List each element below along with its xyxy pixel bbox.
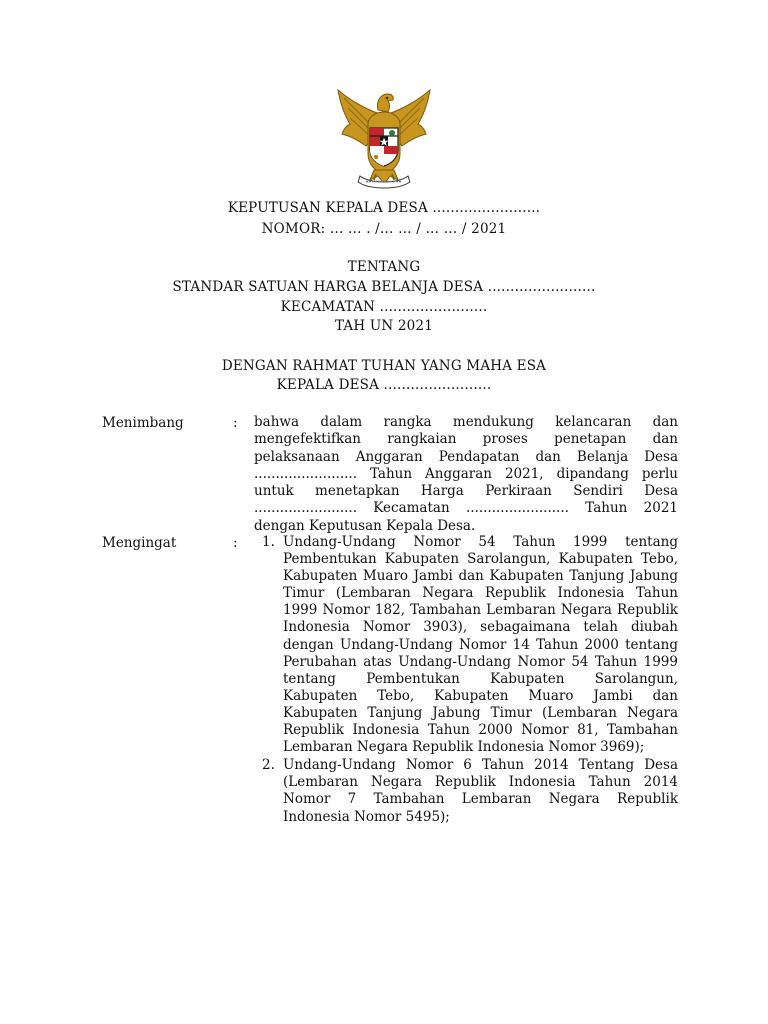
list-item <box>262 534 678 756</box>
menimbang-label: Menimbang <box>102 415 184 431</box>
decree-year: TAH UN 2021 <box>334 318 434 334</box>
list-item-text: Undang-Undang Nomor 6 Tahun 2014 Tentang Desa (Lembaran Negara Republik Indonesia Tahun 2014 Nomor 7 Tambahan Lembaran Negara Republik Indonesia Nomor 5495); <box>283 757 678 825</box>
decree-district: KECAMATAN ........................ <box>280 299 488 315</box>
invocation: DENGAN RAHMAT TUHAN YANG MAHA ESA <box>221 358 547 374</box>
decree-number: NOMOR: … … . /… … / … … / 2021 <box>261 221 507 237</box>
mengingat-list <box>262 534 678 826</box>
list-item-number: 1. <box>262 534 275 550</box>
decree-subject-heading: TENTANG <box>347 259 421 275</box>
issuer: KEPALA DESA ........................ <box>276 377 492 393</box>
list-item-number: 2. <box>262 757 275 774</box>
garuda-pancasila-emblem-icon <box>330 84 438 190</box>
menimbang-colon: : <box>233 415 238 431</box>
list-item-text: Undang-Undang Nomor 54 Tahun 1999 tentang Pembentukan Kabupaten Sarolangun, Kabupaten Tebo, Kabupaten Muaro Jambi dan Kabupaten Tanjung Jabung Timur (Lembaran Negara Republik Indonesia Tahun 1999 Nomor 182, Tambahan Lembaran Negara Republik Indonesia Nomor 3903), sebagaimana telah diubah dengan Undang-Undang Nomor 14 Tahun 2000 tentang Perubahan atas Undang-Undang Nomor 54 Tahun 1999 tentang Pembentukan Kabupaten Sarolangun, Kabupaten Tebo, Kabupaten Muaro Jambi dan Kabupaten Tanjung Jabung Timur (Lembaran Negara Republik Indonesia Tahun 2000 Nomor 81, Tambahan Lembaran Negara Republik Indonesia Nomor 3969); <box>283 534 678 756</box>
decree-title: KEPUTUSAN KEPALA DESA ........................ <box>227 200 541 216</box>
list-item <box>262 757 678 825</box>
menimbang-text: bahwa dalam rangka mendukung kelancaran dan mengefektifkan rangkaian proses penetapan dan pelaksanaan Anggaran Pendapatan dan Belanja Desa ........................ Tahun Anggaran 2021, dipandang perlu untuk menetapkan Harga Perkiraan Sendiri Desa ........................ Kecamatan ........................ Tahun 2021 dengan Keputusan Kepala Desa. <box>254 414 678 534</box>
mengingat-colon: : <box>233 535 238 551</box>
mengingat-label: Mengingat <box>102 535 177 551</box>
decree-subject: STANDAR SATUAN HARGA BELANJA DESA ........................ <box>172 279 596 295</box>
